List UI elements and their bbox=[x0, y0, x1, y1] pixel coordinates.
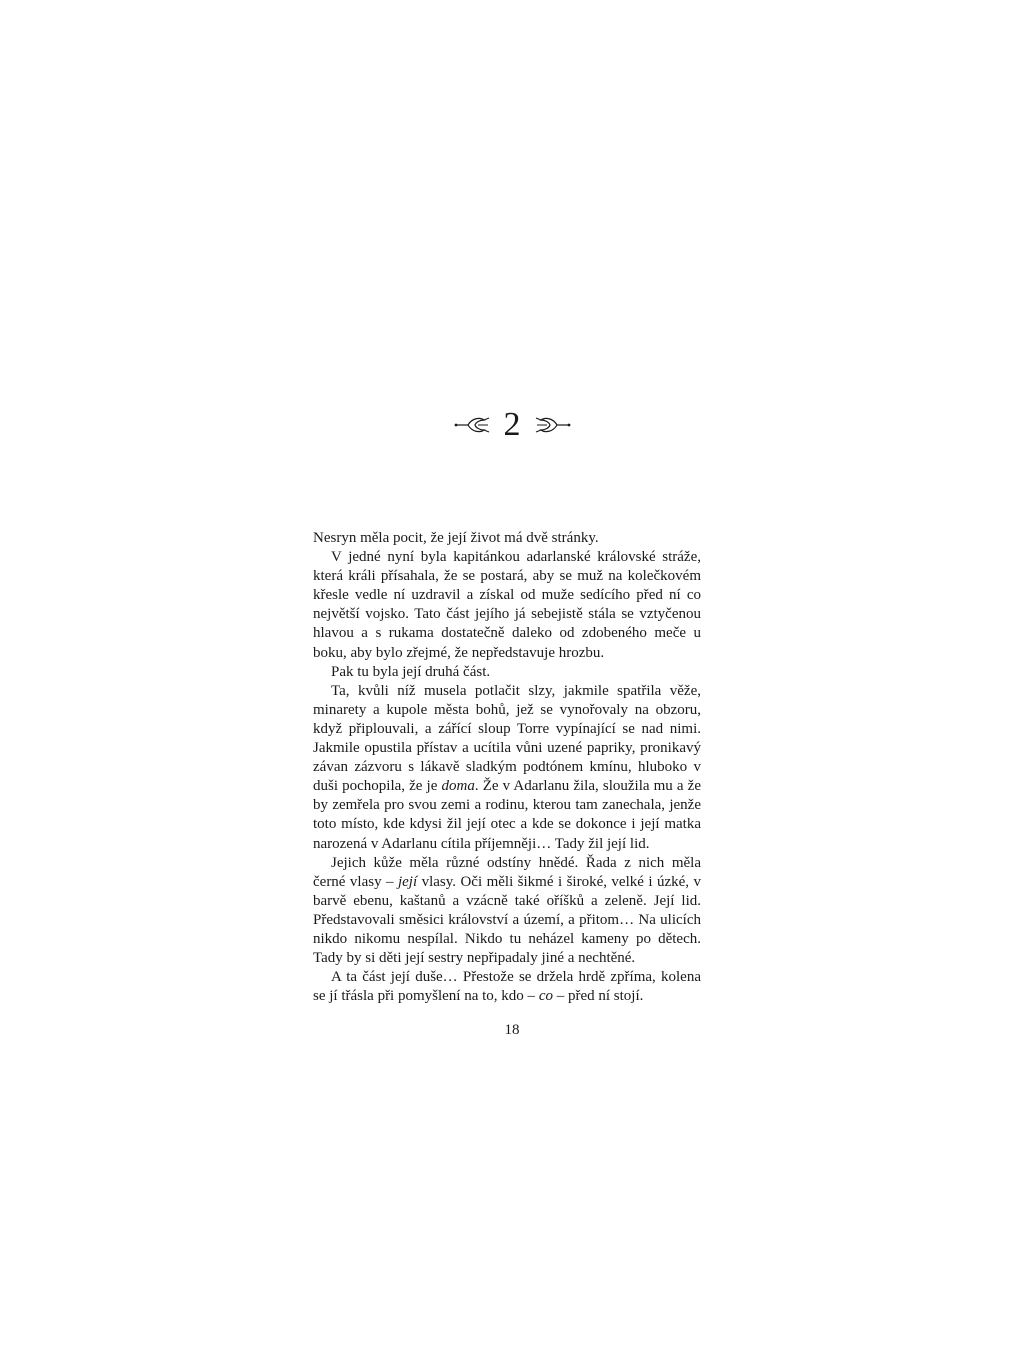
chapter-number: 2 bbox=[503, 406, 521, 443]
fleuron-right-icon bbox=[531, 414, 571, 436]
paragraph: Jejich kůže měla různé odstíny hnědé. Řada z nich měla černé vlasy – její vlasy. Oči měli šikmé i široké, velké i úzké, v barvě ebenu, kaštanů a vzácně také oříšků a zeleně. Její lid. Představovali směsici království a území, a přitom… Na ulicích nikdo nikomu nespílal. Nikdo tu neházel kameny po dětech. Tady by si děti její sestry nepřipadaly jiné a nechtěné. bbox=[313, 854, 701, 967]
paragraph: A ta část její duše… Přestože se držela hrdě zpříma, kolena se jí třásla při pomyšlení na to, kdo – co – před ní stojí. bbox=[313, 969, 701, 1005]
chapter-heading bbox=[0, 403, 1024, 447]
fleuron-left-icon bbox=[454, 414, 494, 436]
paragraph: V jedné nyní byla kapitánkou adarlanské královské stráže, která králi přísahala, že se postará, aby se muž na kolečkovém křesle vedle ní uzdravil a získal od muže sedícího před ní co největší vojsko. Tato část jejího já sebejistě stála se vztyčenou hlavou a s rukama dostatečně daleko od zdobeného meče u boku, aby bylo zřejmé, že nepředstavuje hrozbu. bbox=[313, 549, 701, 661]
body-text bbox=[313, 529, 701, 1006]
emphasis: co bbox=[538, 988, 553, 1005]
page-number: 18 bbox=[504, 1022, 520, 1038]
paragraph: Nesryn měla pocit, že její život má dvě stránky. bbox=[313, 530, 599, 546]
paragraph: Ta, kvůli níž musela potlačit slzy, jakmile spatřila věže, minarety a kupole města bohů, jež se vynořovaly na obzoru, když připlouvali, a zářící sloup Torre vypínající se nad nimi. Jakmile opustila přístav a ucítila vůni uzené papriky, pronikavý závan zázvoru s lákavě sladkým podtónem kmínu, hluboko v duši pochopila, že je doma. Že v Adarlanu žila, sloužila mu a že by zemřela pro svou zemi a rodinu, kterou tam zanechala, jenže toto místo, kde kdysi žil její otec a kde se dokonce i její matka narozená v Adarlanu cítila příjemněji… Tady žil její lid. bbox=[313, 682, 701, 852]
emphasis: její bbox=[397, 873, 418, 890]
emphasis: doma bbox=[441, 778, 475, 795]
paragraph: Pak tu byla její druhá část. bbox=[331, 663, 491, 680]
